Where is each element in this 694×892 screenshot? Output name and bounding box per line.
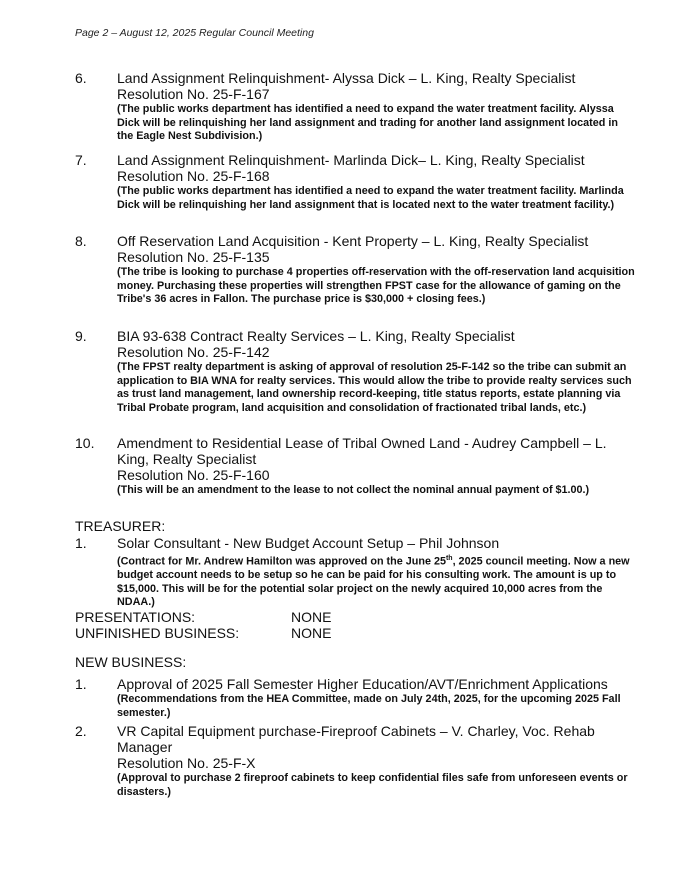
item-number: 1. [75,535,87,551]
item-note: (Recommendations from the HEA Committee, made on July 24th, 2025, for the upcoming 2025 Fall semester.) [117,693,621,719]
treasurer-heading: TREASURER: [75,518,166,534]
page-header: Page 2 – August 12, 2025 Regular Council Meeting [75,27,314,39]
item-number: 6. [75,70,87,86]
resolution-number: Resolution No. 25-F-168 [117,168,270,184]
agenda-item-9 [75,328,635,415]
item-title: Land Assignment Relinquishment- Alyssa Dick – L. King, Realty Specialist [117,70,576,86]
item-title: Off Reservation Land Acquisition - Kent Property – L. King, Realty Specialist [117,233,589,249]
presentations-label: PRESENTATIONS: [75,609,196,625]
presentations-row [75,609,475,625]
resolution-number: Resolution No. 25-F-142 [117,344,270,360]
resolution-number: Resolution No. 25-F-135 [117,249,270,265]
unfinished-business-value: NONE [291,625,332,641]
presentations-value: NONE [291,609,332,625]
new-business-heading: NEW BUSINESS: [75,654,187,670]
item-note: (This will be an amendment to the lease to not collect the nominal annual payment of $1.00.) [117,484,590,496]
item-title: BIA 93-638 Contract Realty Services – L. King, Realty Specialist [117,328,515,344]
new-business-item-1 [75,676,635,720]
item-note: (Contract for Mr. Andrew Hamilton was approved on the June 25th, 2025 council meeting. Now a new budget account needs to be setup so he can be paid for his consulting work. The amount is up to $15,000. This will be for the potential solar project on the newly acquired 10,000 acres from the NDAA.) [117,555,630,609]
item-title: Approval of 2025 Fall Semester Higher Education/AVT/Enrichment Applications [117,676,608,692]
item-note: (Approval to purchase 2 fireproof cabinets to keep confidential files safe from unforeseen events or disasters.) [117,772,628,798]
new-business-item-2 [75,723,635,799]
resolution-number: Resolution No. 25-F-160 [117,467,270,483]
item-number: 1. [75,676,87,692]
item-title: Amendment to Residential Lease of Tribal Owned Land - Audrey Campbell – L. King, Realty Specialist [117,435,607,467]
agenda-item-6 [75,70,635,144]
item-note: (The tribe is looking to purchase 4 properties off-reservation with the off-reservation land acquisition money. Purchasing these properties will strengthen FPST case for the allowance of gaming on the Tribe's 36 acres in Fallon. The purchase price is $30,000 + closing fees.) [117,266,635,305]
treasurer-item-1 [75,535,635,610]
item-title: VR Capital Equipment purchase-Fireproof Cabinets – V. Charley, Voc. Rehab Manager [117,723,595,755]
resolution-number: Resolution No. 25-F-X [117,755,256,771]
item-number: 7. [75,152,87,168]
item-number: 9. [75,328,87,344]
item-note: (The public works department has identified a need to expand the water treatment facility. Alyssa Dick will be relinquishing her land assignment and trading for another land assignment located in the Eagle Nest Subdivision.) [117,103,618,142]
unfinished-business-row [75,625,475,641]
item-title: Land Assignment Relinquishment- Marlinda Dick– L. King, Realty Specialist [117,152,585,168]
item-title: Solar Consultant - New Budget Account Setup – Phil Johnson [117,535,500,551]
item-number: 8. [75,233,87,249]
item-note: (The public works department has identified a need to expand the water treatment facility. Marlinda Dick will be relinquishing her land assignment that is located next to the water treatment facility.) [117,185,624,211]
resolution-number: Resolution No. 25-F-167 [117,86,270,102]
item-number: 2. [75,723,87,739]
agenda-item-8 [75,233,635,307]
agenda-item-7 [75,152,635,212]
item-number: 10. [75,435,95,451]
agenda-item-10 [75,435,635,498]
unfinished-business-label: UNFINISHED BUSINESS: [75,625,240,641]
item-note: (The FPST realty department is asking of approval of resolution 25-F-142 so the tribe can submit an application to BIA WNA for realty services. This would allow the tribe to provide realty services such as trust land management, land ownership record-keeping, title status reports, estate planning via Tribal Probate program, land acquisition and consolidation of fractionated tribal lands, etc.) [117,361,632,414]
